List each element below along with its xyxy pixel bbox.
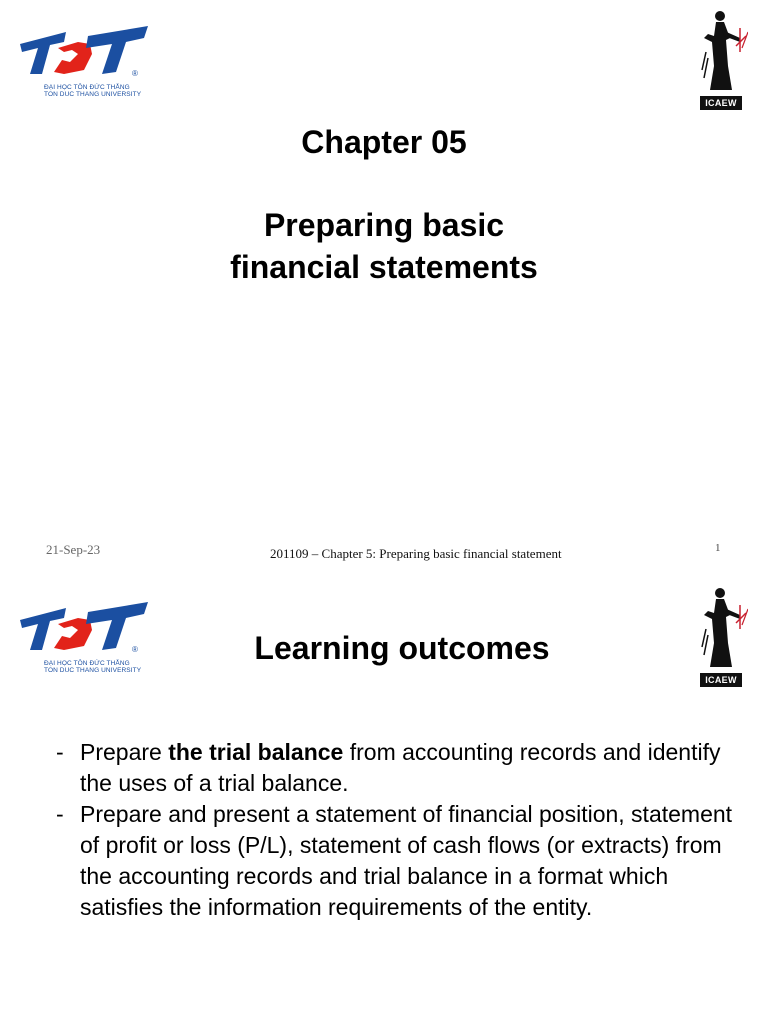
icaew-label: ICAEW [700, 673, 742, 687]
list-item [56, 737, 736, 799]
slide-title [0, 204, 768, 288]
tdt-caption-en: TON DUC THANG UNIVERSITY [44, 91, 142, 98]
slide-title-line-2: financial statements [230, 249, 538, 285]
bullet-text-pre: Prepare and present a statement of financial position, statement of profit or loss (P/L), statement of cash flows (or extracts) from the accounting records and trial balance in a format which satisfies the information requirements of the entity. [80, 801, 733, 920]
tdt-university-logo [18, 24, 150, 100]
footer-date: 21-Sep-23 [46, 542, 101, 557]
icaew-label: ICAEW [700, 96, 742, 110]
registered-mark: ® [132, 69, 138, 78]
list-item [56, 799, 736, 923]
slide-title-line-1: Preparing basic [263, 207, 505, 243]
bullet-text-pre: Prepare [80, 739, 169, 765]
bullet-text-bold: the trial balance [168, 739, 344, 765]
tdt-caption-vi: ĐẠI HỌC TÔN ĐỨC THẮNG [44, 84, 130, 91]
tdt-caption-en: TON DUC THANG UNIVERSITY [44, 667, 142, 674]
slide-2 [0, 577, 768, 1024]
slide-title: Learning outcomes [254, 630, 550, 666]
justice-figure-icon [696, 8, 748, 96]
bullet-dash: - [56, 801, 64, 827]
tdt-caption-vi: ĐẠI HỌC TÔN ĐỨC THẮNG [44, 660, 130, 667]
learning-outcomes-list [56, 737, 736, 923]
footer-page-number: 1 [715, 542, 721, 554]
chapter-title: Chapter 05 [301, 124, 467, 160]
footer-course-title: 201109 – Chapter 5: Preparing basic financial statement [270, 546, 562, 561]
tdt-logo-mark-icon [18, 24, 150, 84]
bullet-text-post: from accounting records and identify the uses of a trial balance. [80, 739, 721, 796]
registered-mark: ® [132, 645, 138, 654]
bullet-dash: - [56, 739, 64, 765]
icaew-logo [696, 8, 748, 112]
